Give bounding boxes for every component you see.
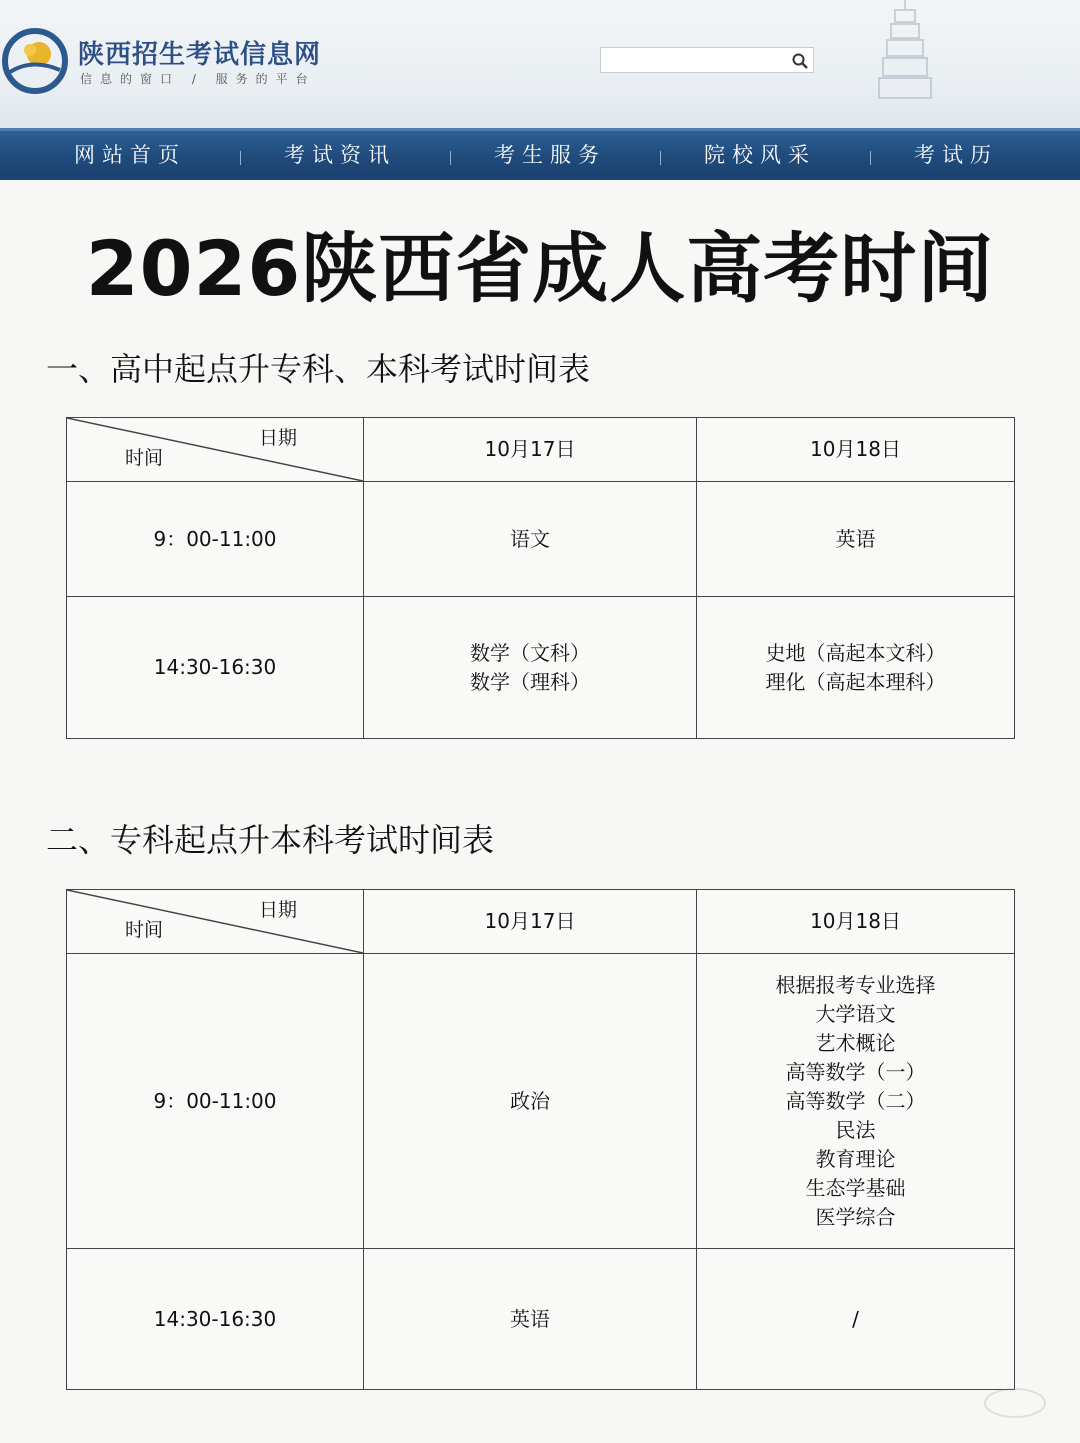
site-header xyxy=(0,0,1080,128)
site-subtitle: 信息的窗口 / 服务的平台 xyxy=(80,72,316,86)
diagonal-line xyxy=(67,418,363,481)
table-row xyxy=(67,954,1015,1249)
diagonal-header-cell xyxy=(67,890,364,954)
subject-text: 英语 xyxy=(510,1306,550,1331)
day-header-oct17: 10月17日 xyxy=(364,890,697,954)
subject-text: 英语 xyxy=(835,526,876,551)
pagoda-decoration-icon xyxy=(860,0,950,128)
site-title[interactable]: 陕西招生考试信息网 xyxy=(78,40,322,70)
subject-text: 艺术概论 xyxy=(815,1030,896,1055)
subject-cell xyxy=(697,597,1015,739)
subject-cell xyxy=(364,482,697,597)
subject-cell xyxy=(364,954,697,1249)
subject-text: 数学（理科） xyxy=(470,669,590,694)
subject-text: 生态学基础 xyxy=(805,1175,906,1200)
subject-text: 高等数学（二） xyxy=(785,1088,926,1113)
nav-item-home[interactable]: 网站首页 xyxy=(74,143,186,167)
diagonal-line xyxy=(67,890,363,953)
diagonal-header-cell xyxy=(67,418,364,482)
page-title: 2026陕西省成人高考时间 xyxy=(85,224,995,313)
nav-separator xyxy=(450,151,451,165)
nav-item-student-services[interactable]: 考生服务 xyxy=(494,143,606,167)
search-box xyxy=(600,47,814,73)
subject-cell xyxy=(697,482,1015,597)
table-header-row xyxy=(67,418,1015,482)
time-label: 时间 xyxy=(125,919,164,941)
schedule-table-2 xyxy=(66,889,1015,1390)
nav-item-colleges[interactable]: 院校风采 xyxy=(704,143,816,167)
date-label: 日期 xyxy=(259,427,298,449)
site-logo-icon[interactable] xyxy=(2,28,68,94)
subject-text: 数学（文科） xyxy=(470,640,590,665)
time-slot-cell: 9：00-11:00 xyxy=(67,954,364,1249)
subject-text: 民法 xyxy=(835,1117,876,1142)
section-title-2: 二、专科起点升本科考试时间表 xyxy=(46,821,495,859)
day-header-oct18: 10月18日 xyxy=(697,890,1015,954)
subject-text: 高等数学（一） xyxy=(785,1059,926,1084)
time-slot-cell: 14:30-16:30 xyxy=(67,597,364,739)
main-nav xyxy=(0,128,1080,180)
subject-cell xyxy=(364,1249,697,1390)
subject-cell xyxy=(697,1249,1015,1390)
subject-text: / xyxy=(852,1306,859,1331)
table-row xyxy=(67,597,1015,739)
time-slot-cell: 14:30-16:30 xyxy=(67,1249,364,1390)
table-row xyxy=(67,482,1015,597)
search-input[interactable] xyxy=(601,48,787,72)
nav-item-exam-calendar[interactable]: 考试历 xyxy=(914,143,998,167)
day-header-oct17: 10月17日 xyxy=(364,418,697,482)
subject-cell xyxy=(697,954,1015,1249)
subject-text: 根据报考专业选择 xyxy=(775,972,936,997)
time-slot-cell: 9：00-11:00 xyxy=(67,482,364,597)
search-icon[interactable] xyxy=(791,52,809,70)
time-label: 时间 xyxy=(125,447,164,469)
table-row xyxy=(67,1249,1015,1390)
subject-cell xyxy=(364,597,697,739)
nav-separator xyxy=(870,151,871,165)
day-header-oct18: 10月18日 xyxy=(697,418,1015,482)
table-header-row xyxy=(67,890,1015,954)
nav-separator xyxy=(240,151,241,165)
watermark-logo-icon xyxy=(980,1383,1050,1423)
subject-text: 教育理论 xyxy=(815,1146,896,1171)
subject-text: 医学综合 xyxy=(815,1204,896,1229)
schedule-table-1 xyxy=(66,417,1015,739)
nav-item-exam-news[interactable]: 考试资讯 xyxy=(284,143,396,167)
date-label: 日期 xyxy=(259,899,298,921)
section-title-1: 一、高中起点升专科、本科考试时间表 xyxy=(46,350,591,388)
subject-text: 政治 xyxy=(510,1088,550,1113)
subject-text: 大学语文 xyxy=(815,1001,896,1026)
subject-text: 语文 xyxy=(510,526,550,551)
nav-separator xyxy=(660,151,661,165)
subject-text: 史地（高起本文科） xyxy=(765,640,946,665)
subject-text: 理化（高起本理科） xyxy=(765,669,946,694)
